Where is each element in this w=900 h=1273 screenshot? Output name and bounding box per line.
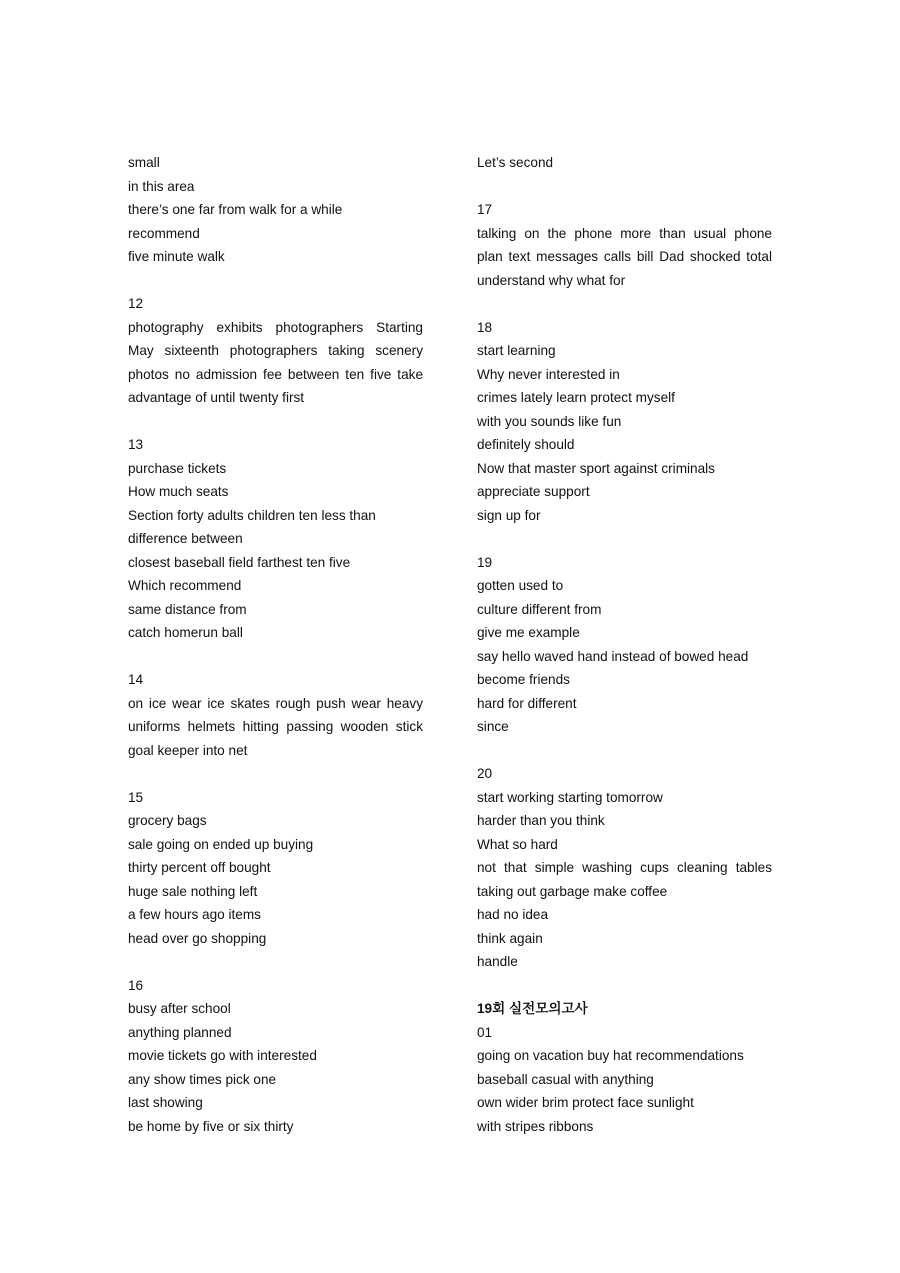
- text-line: become friends: [477, 672, 570, 687]
- text-line: hard for different: [477, 695, 577, 711]
- text-line: May sixteenth photographers taking scenery: [128, 343, 423, 358]
- text-line: since: [477, 719, 509, 734]
- text-line: with you sounds like fun: [477, 413, 622, 429]
- text-line: any show times pick one: [128, 1071, 277, 1087]
- text-line: taking out garbage make coffee: [477, 883, 668, 899]
- text-line: 13: [128, 437, 144, 452]
- text-line: 01: [477, 1024, 493, 1040]
- text-line: [128, 950, 423, 974]
- section-heading: 19회 실전모의고사: [477, 1001, 588, 1016]
- text-line: there’s one far from walk for a while: [128, 202, 343, 217]
- text-line: a few hours ago items: [128, 907, 261, 922]
- text-line: talking on the phone more than usual phone: [477, 225, 772, 241]
- left-column: [128, 151, 423, 1138]
- text-line: handle: [477, 954, 518, 969]
- text-line: on ice wear ice skates rough push wear heavy: [128, 695, 423, 711]
- text-line: difference between: [128, 531, 243, 546]
- text-line: Section forty adults children ten less than: [128, 507, 376, 523]
- text-line: baseball casual with anything: [477, 1071, 654, 1087]
- text-line: movie tickets go with interested: [128, 1048, 317, 1063]
- text-line: not that simple washing cups cleaning tables: [477, 860, 772, 875]
- text-line: photography exhibits photographers Starting: [128, 319, 423, 335]
- text-line: [128, 762, 423, 786]
- text-line: anything planned: [128, 1024, 232, 1040]
- text-line: 16: [128, 977, 144, 993]
- text-line: catch homerun ball: [128, 625, 243, 640]
- text-line: [477, 739, 772, 763]
- text-line: [477, 974, 772, 998]
- text-line: give me example: [477, 625, 580, 640]
- text-line: [477, 527, 772, 551]
- text-line: goal keeper into net: [128, 742, 248, 758]
- text-line: closest baseball field farthest ten five: [128, 554, 351, 570]
- text-line: start working starting tomorrow: [477, 789, 663, 805]
- text-line: 15: [128, 789, 144, 805]
- text-line: 12: [128, 296, 144, 311]
- text-line: [477, 175, 772, 199]
- text-line: purchase tickets: [128, 460, 227, 476]
- text-line: 18: [477, 319, 493, 335]
- text-line: Why never interested in: [477, 366, 620, 382]
- text-line: culture different from: [477, 601, 602, 617]
- text-line: [128, 645, 423, 669]
- text-line: be home by five or six thirty: [128, 1118, 294, 1134]
- text-line: in this area: [128, 178, 195, 194]
- text-line: crimes lately learn protect myself: [477, 390, 675, 405]
- text-line: 17: [477, 202, 493, 217]
- text-line: five minute walk: [128, 249, 225, 264]
- text-line: same distance from: [128, 601, 247, 617]
- text-line: Now that master sport against criminals: [477, 460, 715, 476]
- text-line: huge sale nothing left: [128, 883, 258, 899]
- text-line: photos no admission fee between ten five take: [128, 366, 423, 382]
- text-line: head over go shopping: [128, 930, 267, 946]
- text-line: thirty percent off bought: [128, 860, 271, 875]
- text-line: gotten used to: [477, 578, 564, 593]
- text-line: What so hard: [477, 836, 558, 852]
- text-line: advantage of until twenty first: [128, 390, 305, 405]
- text-line: last showing: [128, 1095, 203, 1110]
- text-line: uniforms helmets hitting passing wooden stick: [128, 719, 423, 734]
- text-line: sign up for: [477, 507, 541, 523]
- text-line: [128, 410, 423, 434]
- text-line: appreciate support: [477, 484, 590, 499]
- text-line: plan text messages calls bill Dad shocked total: [477, 249, 772, 264]
- text-line: think again: [477, 930, 543, 946]
- text-line: [128, 269, 423, 293]
- text-line: [477, 292, 772, 316]
- text-line: 19: [477, 554, 493, 570]
- text-line: Which recommend: [128, 578, 242, 593]
- text-line: start learning: [477, 343, 556, 358]
- text-line: Let’s second: [477, 155, 554, 170]
- text-line: How much seats: [128, 484, 229, 499]
- text-line: small: [128, 155, 160, 170]
- text-line: 20: [477, 766, 493, 781]
- text-line: had no idea: [477, 907, 549, 922]
- text-line: recommend: [128, 225, 200, 241]
- text-line: own wider brim protect face sunlight: [477, 1095, 694, 1110]
- text-line: going on vacation buy hat recommendations: [477, 1048, 744, 1063]
- text-line: sale going on ended up buying: [128, 836, 314, 852]
- text-line: say hello waved hand instead of bowed head: [477, 648, 749, 664]
- text-line: definitely should: [477, 437, 575, 452]
- text-line: harder than you think: [477, 813, 605, 828]
- text-line: busy after school: [128, 1001, 231, 1016]
- text-line: understand why what for: [477, 272, 626, 288]
- right-column: [477, 151, 772, 1138]
- text-line: with stripes ribbons: [477, 1118, 594, 1134]
- text-line: 14: [128, 672, 144, 687]
- text-line: grocery bags: [128, 813, 207, 828]
